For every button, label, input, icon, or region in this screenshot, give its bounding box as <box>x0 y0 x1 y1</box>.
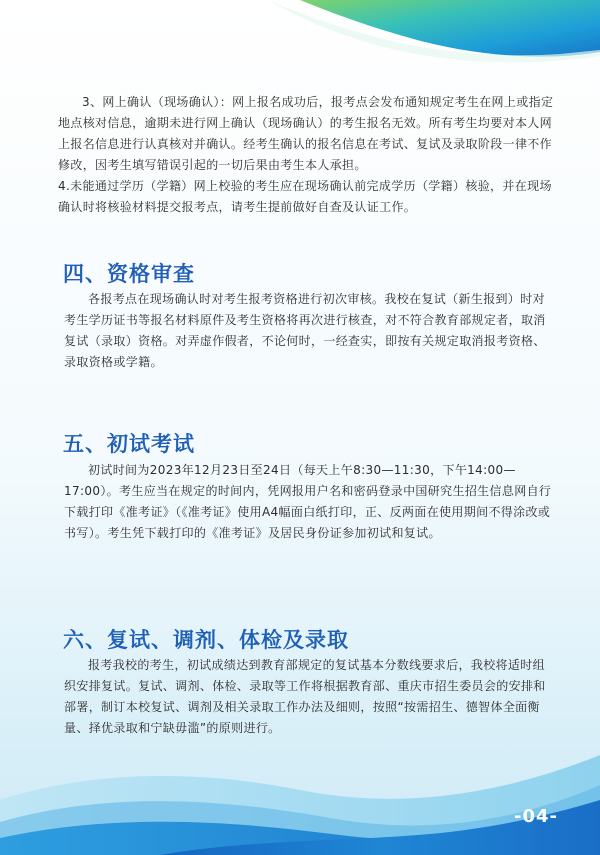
page-number: -04- <box>514 806 558 827</box>
confirmation-item-4: 4.未能通过学历（学籍）网上校验的考生应在现场确认前完成学历（学籍）核验，并在现场确认时将核验材料提交报考点，请考生提前做好自查及认证工作。 <box>58 179 552 214</box>
retest-admission-text: 报考我校的考生，初试成绩达到教育部规定的复试基本分数线要求后，我校将适时组织安排复试。复试、调剂、体检、录取等工作将根据教育部、重庆市招生委员会的安排和部署，制订本校复试、调剂及相关录取工作办法及细则，按照“按需招生、德智体全面衡量、择优录取和宁缺毋滥”的原则进行。 <box>64 658 546 735</box>
section-heading-preliminary-exam: 五、初试考试 <box>63 432 195 456</box>
qualification-review-text: 各报考点在现场确认时对考生报考资格进行初次审核。我校在复试（新生报到）时对考生学历证书等报名材料原件及考生资格将再次进行核查，对不符合教育部规定者，取消复试（录取）资格。对弄虚作假者，不论何时，一经查实，即按有关规定取消报考资格、录取资格或学籍。 <box>64 292 546 369</box>
enrollment-confirmation-text <box>58 92 556 218</box>
section-heading-qualification-review: 四、资格审查 <box>63 262 195 286</box>
section-heading-retest-admission: 六、复试、调剂、体检及录取 <box>63 628 349 652</box>
preliminary-exam-text: 初试时间为2023年12月23日至24日（每天上午8:30—11:30，下午14:00—17:00）。考生应当在规定的时间内，凭网报用户名和密码登录中国研究生招生信息网自行下载打印《准考证》（《准考证》使用A4幅面白纸打印，正、反两面在使用期间不得涂改或书写）。考生凭下载打印的《准考证》及居民身份证参加初试和复试。 <box>64 463 552 540</box>
confirmation-item-3: 3、网上确认（现场确认）：网上报名成功后，报考点会发布通知规定考生在网上或指定地点核对信息，逾期未进行网上确认（现场确认）的考生报名无效。所有考生均要对本人网上报名信息进行认真核对并确认。经考生确认的报名信息在考试、复试及录取阶段一律不作修改，因考生填写错误引起的一切后果由考生本人承担。 <box>58 95 554 172</box>
